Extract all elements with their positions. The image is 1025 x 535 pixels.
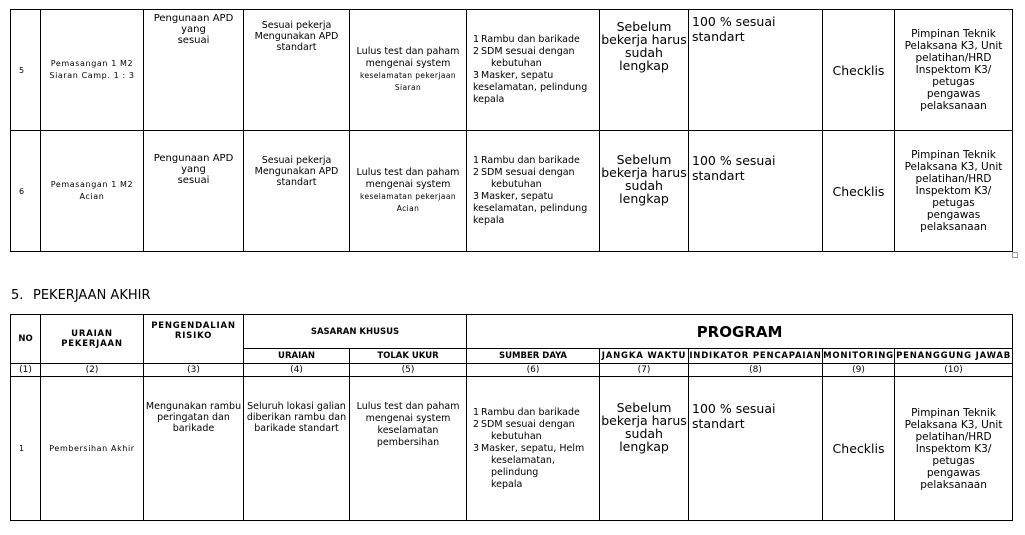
jangka-waktu: Sebelum bekerja harus sudah lengkap	[600, 131, 689, 252]
monitoring: Checklis	[823, 10, 895, 131]
header-tolak-ukur: TOLAK UKUR	[350, 349, 467, 364]
header-row	[11, 315, 1013, 349]
sasaran-uraian: Sesuai pekerja Mengunakan APD standart	[244, 131, 350, 252]
table-row	[11, 10, 1013, 131]
table-resize-handle[interactable]	[1012, 252, 1018, 258]
section-heading: 5. PEKERJAAN AKHIR	[11, 288, 151, 303]
header-uraian-pekerjaan: URAIAN PEKERJAAN	[41, 315, 144, 364]
column-number: (1)	[11, 364, 41, 377]
header-uraian: URAIAN	[244, 349, 350, 364]
tolak-ukur: Lulus test dan paham mengenai system keselamatan pekerjaan Siaran	[350, 10, 467, 131]
jangka-waktu: Sebelum bekerja harus sudah lengkap	[600, 10, 689, 131]
header-pengendalian-risiko: PENGENDALIAN RISIKO	[144, 315, 244, 364]
sasaran-uraian: Sesuai pekerja Mengunakan APD standart	[244, 10, 350, 131]
column-number: (7)	[600, 364, 689, 377]
header-sumber-daya: SUMBER DAYA	[467, 349, 600, 364]
pengendalian-risiko: Mengunakan rambu peringatan dan barikade	[144, 377, 244, 521]
column-number: (8)	[689, 364, 823, 377]
header-monitoring: MONITORING	[823, 349, 895, 364]
column-number: (5)	[350, 364, 467, 377]
row-number: 5	[11, 10, 41, 131]
uraian-pekerjaan: Pembersihan Akhir	[41, 377, 144, 521]
pengendalian-risiko: Pengunaan APD yang sesuai	[144, 131, 244, 252]
column-number: (6)	[467, 364, 600, 377]
pengendalian-risiko: Pengunaan APD yang sesuai	[144, 10, 244, 131]
header-penanggung-jawab: PENANGGUNG JAWAB	[895, 349, 1013, 364]
monitoring: Checklis	[823, 377, 895, 521]
monitoring: Checklis	[823, 131, 895, 252]
penanggung-jawab: Pimpinan Teknik Pelaksana K3, Unit pelatihan/HRD Inspektom K3/ petugas pengawas pelaksanaan	[895, 377, 1013, 521]
header-indikator-pencapaian: INDIKATOR PENCAPAIAN	[689, 349, 823, 364]
sasaran-uraian: Seluruh lokasi galian diberikan rambu dan barikade standart	[244, 377, 350, 521]
uraian-pekerjaan: Pemasangan 1 M2 Siaran Camp. 1 : 3	[41, 10, 144, 131]
table-row	[11, 131, 1013, 252]
indikator-pencapaian: 100 % sesuai standart	[689, 10, 823, 131]
header-sasaran-khusus: SASARAN KHUSUS	[244, 315, 467, 349]
pekerjaan-akhir-table	[10, 314, 1013, 521]
k3-program-table-continued	[10, 9, 1013, 252]
column-number: (9)	[823, 364, 895, 377]
penanggung-jawab: Pimpinan Teknik Pelaksana K3, Unit pelatihan/HRD Inspektom K3/ petugas pengawas pelaksanaan	[895, 131, 1013, 252]
header-no: NO	[11, 315, 41, 364]
row-number: 6	[11, 131, 41, 252]
uraian-pekerjaan: Pemasangan 1 M2 Acian	[41, 131, 144, 252]
tolak-ukur: Lulus test dan paham mengenai system keselamatan pembersihan	[350, 377, 467, 521]
indikator-pencapaian: 100 % sesuai standart	[689, 377, 823, 521]
sumber-daya: 1 Rambu dan barikade 2 SDM sesuai dengan kebutuhan 3 Masker, sepatu, Helm keselamatan, pelindung kepala	[467, 377, 600, 521]
table-row	[11, 377, 1013, 521]
column-number: (10)	[895, 364, 1013, 377]
column-number: (3)	[144, 364, 244, 377]
header-jangka-waktu: JANGKA WAKTU	[600, 349, 689, 364]
row-number: 1	[11, 377, 41, 521]
column-number-row	[11, 364, 1013, 377]
sumber-daya: 1 Rambu dan barikade 2 SDM sesuai dengan kebutuhan 3 Masker, sepatu keselamatan, pelindung kepala	[467, 10, 600, 131]
tolak-ukur: Lulus test dan paham mengenai system keselamatan pekerjaan Acian	[350, 131, 467, 252]
jangka-waktu: Sebelum bekerja harus sudah lengkap	[600, 377, 689, 521]
penanggung-jawab: Pimpinan Teknik Pelaksana K3, Unit pelatihan/HRD Inspektom K3/ petugas pengawas pelaksanaan	[895, 10, 1013, 131]
indikator-pencapaian: 100 % sesuai standart	[689, 131, 823, 252]
sumber-daya: 1 Rambu dan barikade 2 SDM sesuai dengan kebutuhan 3 Masker, sepatu keselamatan, pelindung kepala	[467, 131, 600, 252]
column-number: (2)	[41, 364, 144, 377]
header-program: PROGRAM	[467, 315, 1013, 349]
column-number: (4)	[244, 364, 350, 377]
